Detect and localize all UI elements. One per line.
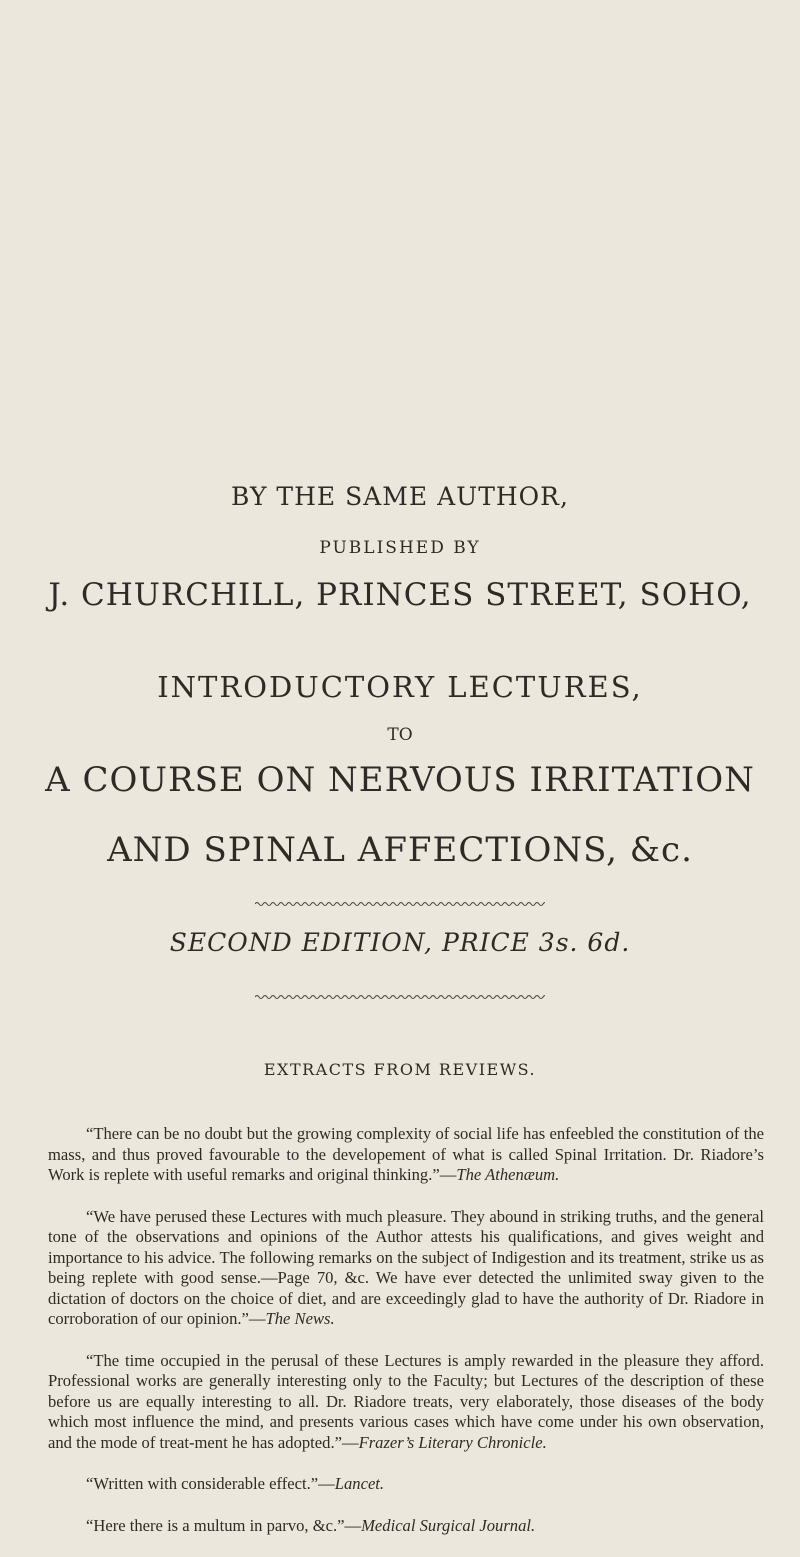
title-to: TO (387, 725, 413, 745)
review-source: Medical Surgical Journal. (361, 1515, 536, 1535)
title-line-2: A COURSE ON NERVOUS IRRITATION (45, 760, 755, 800)
review-paragraph (48, 1124, 764, 1186)
publisher-line: J. CHURCHILL, PRINCES STREET, SOHO, (48, 577, 752, 613)
review-paragraph (48, 1474, 764, 1495)
title-line-3: AND SPINAL AFFECTIONS, &c. (107, 830, 693, 870)
review-paragraph (48, 1207, 764, 1330)
published-by-line: PUBLISHED BY (319, 538, 481, 558)
review-paragraph (48, 1351, 764, 1454)
review-text: “Written with considerable effect.”— (86, 1474, 335, 1493)
review-paragraph (48, 1516, 764, 1537)
author-line: BY THE SAME AUTHOR, (231, 482, 569, 511)
review-source: Frazer’s Literary Chronicle. (358, 1432, 547, 1452)
review-text: “There can be no doubt but the growing complexity of social life has enfeebled the constitution of the mass, and thus proved favourable to the developement of what is called Spinal Irritation. Dr. Riadore’s Work is replete with useful remarks and original thinking.”— (48, 1124, 764, 1184)
wavy-rule-top (255, 900, 545, 908)
edition-line: SECOND EDITION, PRICE 3s. 6d. (169, 928, 631, 957)
wavy-rule-bottom (255, 993, 545, 1001)
extracts-heading: EXTRACTS FROM REVIEWS. (263, 1060, 537, 1079)
review-text: “The time occupied in the perusal of these Lectures is amply rewarded in the pleasure they afford. Professional works are generally interesting only to the Faculty; but Lectures of the description of these before us are equally interesting to all. Dr. Riadore treats, very elaborately, those diseases of the body which most influence the mind, and presents various cases which have come under his own observation, and the mode of treat-ment he has adopted.”— (48, 1350, 764, 1452)
review-source: The Athenæum. (456, 1165, 560, 1184)
review-source: The News. (265, 1309, 335, 1328)
review-text: “Here there is a multum in parvo, &c.”— (86, 1515, 362, 1535)
title-line-1: INTRODUCTORY LECTURES, (157, 670, 643, 704)
reviews-list (48, 1124, 764, 1557)
review-source: Lancet. (334, 1474, 385, 1493)
review-text: “We have perused these Lectures with much pleasure. They abound in striking truths, and the general tone of the observations and opinions of the Author attests his qualifications, and gives weight and importance to his advice. The following remarks on the subject of Indigestion and its treatment, strike us as being replete with good sense.—Page 70, &c. We have ever detected the unlimited sway given to the dictation of doctors on the choice of diet, and are exceedingly glad to have the authority of Dr. Riadore in corroboration of our opinion.”— (48, 1206, 764, 1328)
